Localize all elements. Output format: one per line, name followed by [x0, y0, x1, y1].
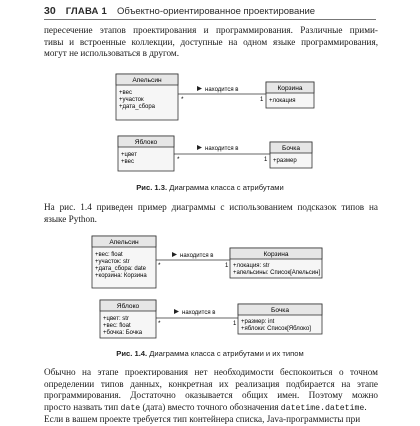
uml-class-barrel	[270, 142, 312, 168]
class-attribute: +вес	[121, 159, 134, 165]
association-orange-basket	[178, 86, 266, 103]
intro-line: могут не использоваться в другом.	[44, 48, 180, 58]
class-diagram-1-3	[0, 72, 420, 182]
class-diagram-1-4	[0, 232, 420, 347]
multiplicity: *	[158, 262, 161, 269]
class-name: Яблоко	[134, 139, 158, 146]
class-attribute: +яблоки: Список[Яблоко]	[241, 326, 311, 332]
closing-line-with-code	[44, 402, 378, 415]
class-name: Бочка	[282, 145, 300, 152]
multiplicity: *	[158, 320, 161, 327]
association-apple-barrel-typed	[156, 309, 238, 327]
closing-line: Обычно на этапе проектирования нет необходимости беспокоиться о точном	[44, 367, 378, 377]
class-attribute: +дата_сбора: date	[95, 266, 147, 272]
closing-text: (дата) вместо точного обозначения	[140, 401, 281, 412]
caption-text: Диаграмма класса с атрибутами	[169, 183, 284, 192]
middle-line: На рис. 1.4 приведен пример диаграммы с использованием подсказок типов на	[44, 202, 378, 212]
uml-class-orange-typed	[92, 236, 156, 288]
association-apple-barrel	[174, 145, 270, 163]
figure-1-3-caption	[0, 183, 420, 192]
intro-line: тивы и встроенные коллекции, доступные на одном языке программирования,	[44, 36, 378, 47]
closing-line: Если в вашем проекте требуется тип контейнера списка, Java-программисты при	[44, 414, 361, 424]
chapter-label: ГЛАВА 1	[65, 5, 107, 17]
closing-text: просто назвать тип	[44, 401, 121, 412]
uml-class-orange	[116, 74, 178, 120]
association-label: находится в	[180, 253, 214, 259]
class-name: Бочка	[271, 307, 289, 314]
class-name: Апельсин	[132, 77, 162, 84]
association-orange-basket-typed	[156, 252, 230, 269]
middle-line: языке Python.	[44, 213, 97, 224]
code-datetime: datetime.datetime	[280, 403, 365, 413]
association-label: находится в	[205, 87, 239, 93]
uml-class-barrel-typed	[238, 304, 322, 334]
class-name: Корзина	[277, 85, 303, 92]
uml-class-basket-typed	[230, 248, 322, 278]
caption-label: Рис. 1.4.	[116, 349, 148, 358]
direction-arrow-icon	[174, 309, 179, 314]
class-attribute: +дата_сбора	[119, 104, 156, 110]
class-attribute: +локация: str	[233, 263, 270, 269]
page-number: 30	[44, 5, 56, 17]
uml-class-basket	[266, 82, 314, 108]
figure-1-4	[0, 232, 420, 347]
running-head	[44, 3, 376, 19]
class-attribute: +вес	[119, 90, 132, 96]
class-attribute: +бочка: Бочка	[103, 330, 143, 336]
class-attribute: +размер	[273, 158, 297, 164]
intro-paragraph	[44, 25, 378, 60]
closing-paragraph	[44, 367, 378, 426]
multiplicity: 1	[233, 321, 237, 327]
multiplicity: *	[177, 156, 180, 163]
direction-arrow-icon	[172, 252, 177, 257]
class-attribute: +цвет	[121, 152, 137, 158]
multiplicity: 1	[225, 263, 229, 269]
association-label: находится в	[182, 310, 216, 316]
class-attribute: +цвет: str	[103, 316, 129, 322]
middle-paragraph	[44, 202, 378, 225]
class-attribute: +корзина: Корзина	[95, 273, 147, 279]
uml-class-apple-typed	[100, 300, 156, 338]
chapter-title: Объектно-ориентированное проектирование	[116, 5, 316, 17]
closing-line: определении типов данных, конкретная их реализация подбирается на этапе	[44, 378, 378, 389]
multiplicity: *	[181, 96, 184, 103]
class-attribute: +вес: float	[103, 323, 131, 329]
class-name: Апельсин	[109, 239, 139, 246]
class-attribute: +участок	[119, 97, 144, 103]
caption-text: Диаграмма класса с атрибутами и их типом	[149, 349, 304, 358]
association-label: находится в	[205, 146, 239, 152]
multiplicity: 1	[264, 157, 268, 163]
class-attribute: +участок: str	[95, 259, 130, 265]
class-attribute: +локация	[269, 98, 296, 104]
direction-arrow-icon	[197, 86, 202, 91]
class-name: Яблоко	[116, 303, 140, 310]
direction-arrow-icon	[197, 145, 202, 150]
code-date: date	[120, 403, 141, 413]
figure-1-4-caption	[0, 349, 420, 358]
class-attribute: +размер: int	[241, 319, 275, 325]
caption-label: Рис. 1.3.	[136, 183, 168, 192]
class-attribute: +апельсины: Список[Апельсин]	[233, 270, 321, 276]
closing-line: программирования. Достаточно оказывается общих имен. Поэтому можно	[44, 390, 378, 400]
uml-class-apple	[118, 136, 174, 171]
closing-text: .	[364, 401, 367, 412]
multiplicity: 1	[260, 97, 264, 103]
figure-1-3	[0, 72, 420, 182]
intro-line: пересечение этапов проектирования и программирования. Различные прими-	[44, 25, 378, 35]
class-attribute: +вес: float	[95, 252, 123, 258]
class-name: Корзина	[263, 251, 289, 258]
header-rule	[44, 19, 376, 20]
